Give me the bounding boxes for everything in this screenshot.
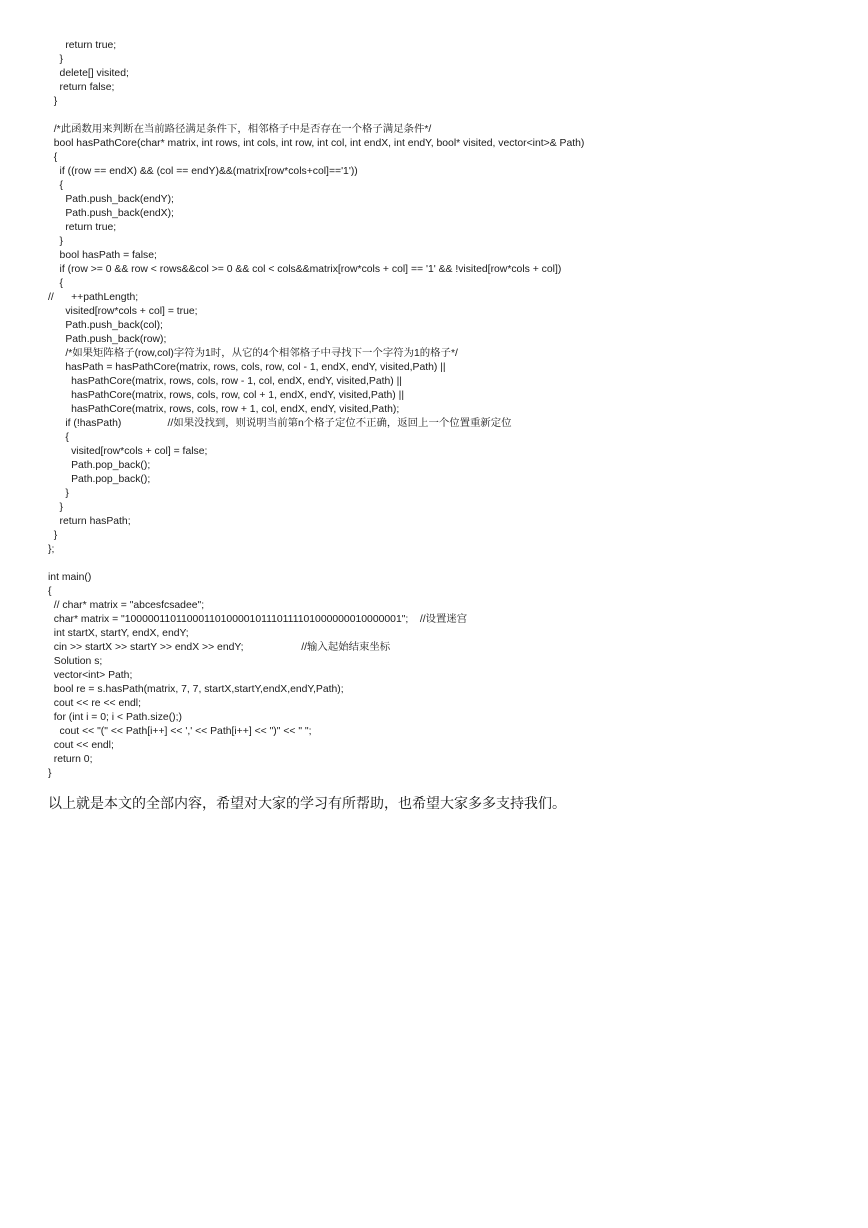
code-line: int main() [48, 572, 92, 583]
code-line: bool re = s.hasPath(matrix, 7, 7, startX,startY,endX,endY,Path); [48, 684, 344, 695]
code-line: if (!hasPath) //如果没找到，则说明当前第n个格子定位不正确，返回上一个位置重新定位 [48, 418, 512, 429]
code-line: for (int i = 0; i < Path.size();) [48, 712, 182, 723]
code-line: char* matrix = "1000001101100011010000101110111101000000010000001"; //设置迷宫 [48, 614, 468, 625]
code-line: } [48, 236, 64, 247]
code-line: visited[row*cols + col] = false; [48, 446, 208, 457]
code-line: /*此函数用来判断在当前路径满足条件下，相邻格子中是否存在一个格子满足条件*/ [48, 124, 432, 135]
code-line: return true; [48, 40, 117, 51]
code-line: return 0; [48, 754, 93, 765]
code-line: delete[] visited; [48, 68, 129, 79]
code-line: cin >> startX >> startY >> endX >> endY; //输入起始结束坐标 [48, 642, 391, 653]
code-line [48, 109, 848, 123]
code-line: /*如果矩阵格子(row,col)字符为1时，从它的4个相邻格子中寻找下一个字符为1的格子*/ [48, 348, 458, 359]
code-line: Path.pop_back(); [48, 460, 151, 471]
code-line: hasPathCore(matrix, rows, cols, row + 1, col, endX, endY, visited,Path); [48, 404, 400, 415]
code-line: return true; [48, 222, 117, 233]
code-line: hasPath = hasPathCore(matrix, rows, cols, row, col - 1, endX, endY, visited,Path) || [48, 362, 446, 373]
closing-paragraph: 以上就是本文的全部内容，希望对大家的学习有所帮助，也希望大家多多支持我们。 [48, 795, 566, 811]
code-line: } [48, 768, 52, 779]
code-block [48, 39, 848, 781]
code-line: { [48, 152, 58, 163]
code-line: { [48, 586, 52, 597]
code-line: if (row >= 0 && row < rows&&col >= 0 && col < cols&&matrix[row*cols + col] == '1' && !visited[row*cols + col]) [48, 264, 562, 275]
code-line: bool hasPathCore(char* matrix, int rows, int cols, int row, int col, int endX, int endY, bool* visited, vector<int>& Path) [48, 138, 585, 149]
code-line: }; [48, 544, 55, 555]
code-line: Path.pop_back(); [48, 474, 151, 485]
code-line: int startX, startY, endX, endY; [48, 628, 189, 639]
code-line: } [48, 96, 58, 107]
code-line: Path.push_back(endY); [48, 194, 174, 205]
code-line: // ++pathLength; [48, 292, 139, 303]
code-line: { [48, 432, 69, 443]
code-line: cout << re << endl; [48, 698, 142, 709]
code-line: bool hasPath = false; [48, 250, 157, 261]
code-line: Path.push_back(col); [48, 320, 163, 331]
code-line: if ((row == endX) && (col == endY)&&(matrix[row*cols+col]=='1')) [48, 166, 358, 177]
code-line: { [48, 278, 64, 289]
code-line: hasPathCore(matrix, rows, cols, row - 1, col, endX, endY, visited,Path) || [48, 376, 403, 387]
code-line: } [48, 488, 69, 499]
code-line: // char* matrix = "abcesfcsadee"; [48, 600, 205, 611]
code-line: } [48, 502, 64, 513]
code-line: Solution s; [48, 656, 103, 667]
code-line: return false; [48, 82, 115, 93]
code-line: { [48, 180, 64, 191]
code-line: hasPathCore(matrix, rows, cols, row, col + 1, endX, endY, visited,Path) || [48, 390, 405, 401]
code-line: Path.push_back(row); [48, 334, 167, 345]
code-line: cout << "(" << Path[i++] << ',' << Path[i++] << ")" << " "; [48, 726, 312, 737]
code-line: Path.push_back(endX); [48, 208, 174, 219]
code-line: } [48, 54, 64, 65]
code-line [48, 557, 848, 571]
code-line: vector<int> Path; [48, 670, 133, 681]
code-line: cout << endl; [48, 740, 114, 751]
code-line: visited[row*cols + col] = true; [48, 306, 198, 317]
code-line: return hasPath; [48, 516, 131, 527]
code-line: } [48, 530, 58, 541]
